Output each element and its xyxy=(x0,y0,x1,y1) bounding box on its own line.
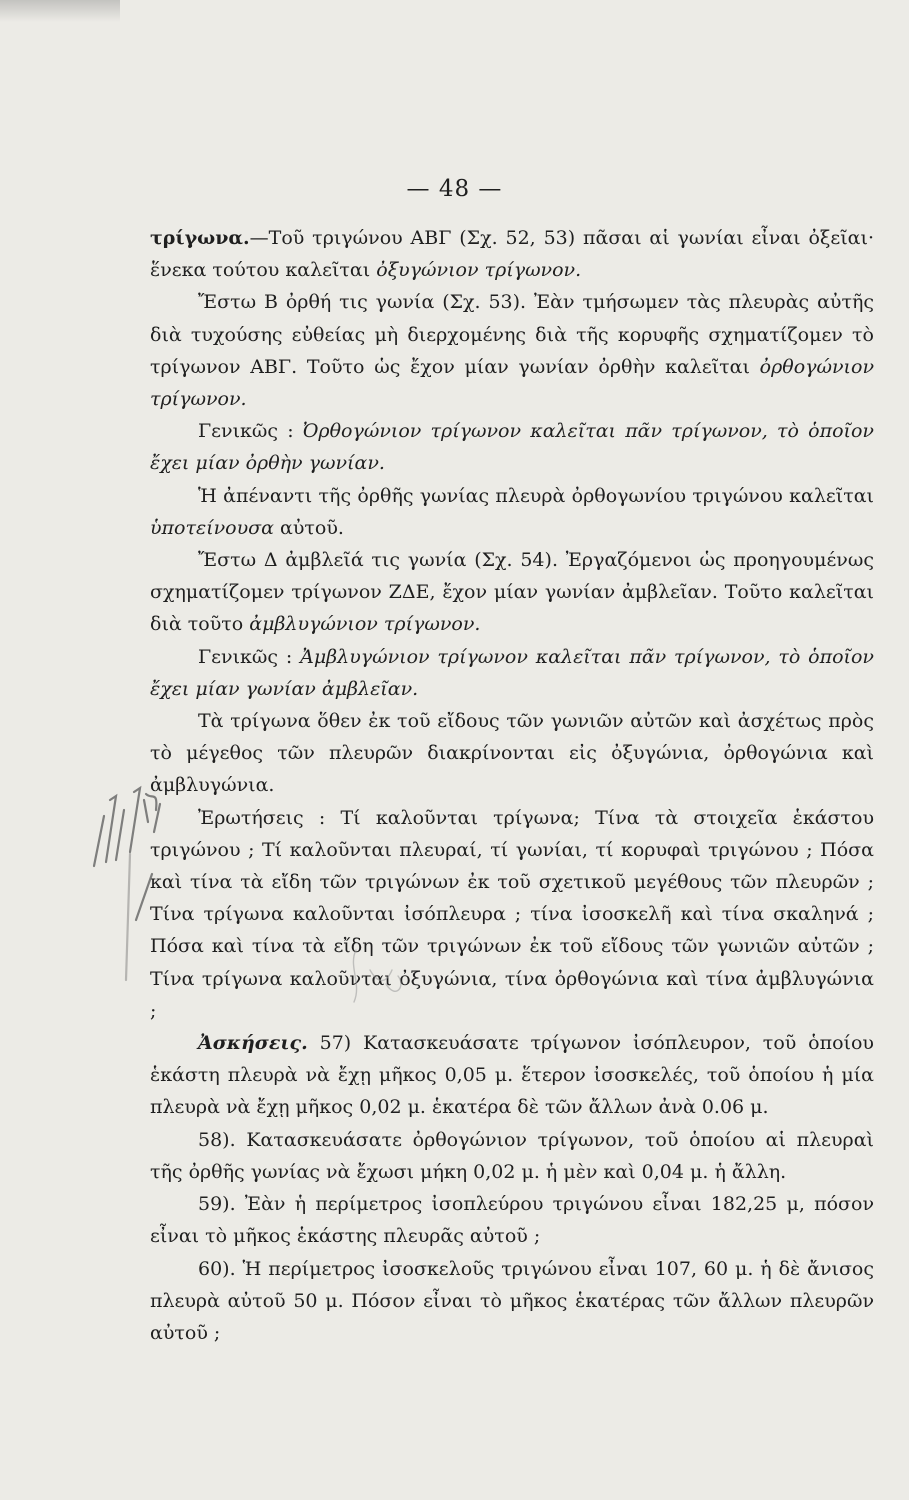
page-body-text xyxy=(150,222,874,1349)
text-segment: Ἀσκήσεις. xyxy=(198,1032,308,1055)
text-segment: 57) Κατασκευάσατε τρίγωνον ἰσόπλευρον, τοῦ ὁποίου ἑκάστη πλευρὰ νὰ ἔχῃ μῆκος 0,05 μ. ἕτερον ἰσοσκελές, τοῦ ὁποίου ἡ μία πλευρὰ νὰ ἔχῃ μῆκος 0,02 μ. ἑκατέρα δὲ τῶν ἄλλων ἀνὰ 0.06 μ. xyxy=(150,1032,874,1119)
text-segment: Τὰ τρίγωνα ὅθεν ἐκ τοῦ εἴδους τῶν γωνιῶν αὐτῶν καὶ ἀσχέτως πρὸς τὸ μέγεθος τῶν πλευρῶν διακρίνονται εἰς ὀξυγώνια, ὀρθογώνια καὶ ἀμβλυγώνια. xyxy=(150,710,874,797)
text-segment: Ἀμβλυγώνιον τρίγωνον καλεῖται πᾶν τρίγωνον, τὸ ὁποῖον ἔχει μίαν γωνίαν ἀμβλεῖαν. xyxy=(150,645,874,700)
text-segment: 58). Κατασκευάσατε ὀρθογώνιον τρίγωνον, τοῦ ὁποίου αἱ πλευραὶ τῆς ὀρθῆς γωνίας νὰ ἔχωσι μήκη 0,02 μ. ἡ μὲν καὶ 0,04 μ. ἡ ἄλλη. xyxy=(150,1128,874,1183)
text-segment: Ἡ ἀπέναντι τῆς ὀρθῆς γωνίας πλευρὰ ὀρθογωνίου τριγώνου καλεῖται xyxy=(198,484,874,507)
paragraph xyxy=(150,641,874,705)
paragraph xyxy=(150,1188,874,1252)
text-segment: ὀξυγώνιον τρίγωνον. xyxy=(376,259,582,282)
paragraph xyxy=(150,705,874,802)
text-segment: ὀρθογώνιον τρίγωνον. xyxy=(150,355,874,411)
page-number: — 48 — xyxy=(406,176,503,202)
paragraph xyxy=(150,480,874,544)
paragraph xyxy=(150,544,874,641)
text-segment: Ὀρθογώνιον τρίγωνον καλεῖται πᾶν τρίγωνον, τὸ ὁποῖον ἔχει μίαν ὀρθὴν γωνίαν. xyxy=(150,420,874,475)
paragraph xyxy=(150,802,874,1027)
paragraph xyxy=(150,1253,874,1350)
paragraph xyxy=(150,286,874,415)
paragraph xyxy=(150,1124,874,1188)
text-segment: Γενικῶς : xyxy=(198,645,301,668)
text-segment: 59). Ἐὰν ἡ περίμετρος ἰσοπλεύρου τριγώνου εἶναι 182,25 μ, πόσον εἶναι τὸ μῆκος ἑκάστης πλευρᾶς αὐτοῦ ; xyxy=(150,1193,874,1248)
text-segment: ἀμβλυγώνιον τρίγωνον. xyxy=(249,613,481,636)
scan-edge-shadow xyxy=(0,0,120,22)
paragraph xyxy=(150,415,874,479)
text-segment: Ἔστω Δ ἀμβλεῖά τις γωνία (Σχ. 54). Ἐργαζόμενοι ὡς προηγουμένως σχηματίζομεν τρίγωνον ΖΔΕ, ἔχον μίαν γωνίαν ἀμβλεῖαν. Τοῦτο καλεῖται διὰ τοῦτο xyxy=(150,549,874,636)
text-segment: αὐτοῦ. xyxy=(273,516,344,539)
text-segment: ὑποτείνουσα xyxy=(150,516,274,539)
paragraph xyxy=(150,222,874,286)
text-segment: τρίγωνα. xyxy=(150,227,250,249)
text-segment: —Τοῦ τριγώνου ΑΒΓ (Σχ. 52, 53) πᾶσαι αἱ γωνίαι εἶναι ὀξεῖαι· ἕνεκα τούτου καλεῖται xyxy=(150,227,874,282)
text-segment: Ἔστω Β ὀρθή τις γωνία (Σχ. 53). Ἐὰν τμήσωμεν τὰς πλευρὰς αὐτῆς διὰ τυχούσης εὐθείας μὴ διερχομένης διὰ τῆς κορυφῆς σχηματίζομεν τὸ τρίγωνον ΑΒΓ. Τοῦτο ὡς ἔχον μίαν γωνίαν ὀρθὴν καλεῖται xyxy=(150,291,874,378)
paragraph xyxy=(150,1027,874,1124)
text-segment: Γενικῶς : xyxy=(198,420,303,443)
text-segment: Ἐρωτήσεις : Τί καλοῦνται τρίγωνα; Τίνα τὰ στοιχεῖα ἑκάστου τριγώνου ; Τί καλοῦνται πλευραί, τί γωνίαι, τί κορυφαὶ τριγώνου ; Πόσα καὶ τίνα τὰ εἴδη τῶν τριγώνων ἐκ τοῦ σχετικοῦ μεγέθους τῶν πλευρῶν ; Τίνα τρίγωνα καλοῦνται ἰσόπλευρα ; τίνα ἰσοσκελῆ καὶ τίνα σκαληνά ; Πόσα καὶ τίνα τὰ εἴδη τῶν τριγώνων ἐκ τοῦ εἴδους τῶν γωνιῶν αὐτῶν ; Τίνα τρίγωνα καλοῦνται ὀξυγώνια, τίνα ὀρθογώνια καὶ τίνα ἀμβλυγώνια ; xyxy=(150,806,874,1022)
text-segment: 60). Ἡ περίμετρος ἰσοσκελοῦς τριγώνου εἶναι 107, 60 μ. ἡ δὲ ἄνισος πλευρὰ αὐτοῦ 50 μ. Πόσον εἶναι τὸ μῆκος ἑκατέρας τῶν ἄλλων πλευρῶν αὐτοῦ ; xyxy=(150,1257,874,1344)
